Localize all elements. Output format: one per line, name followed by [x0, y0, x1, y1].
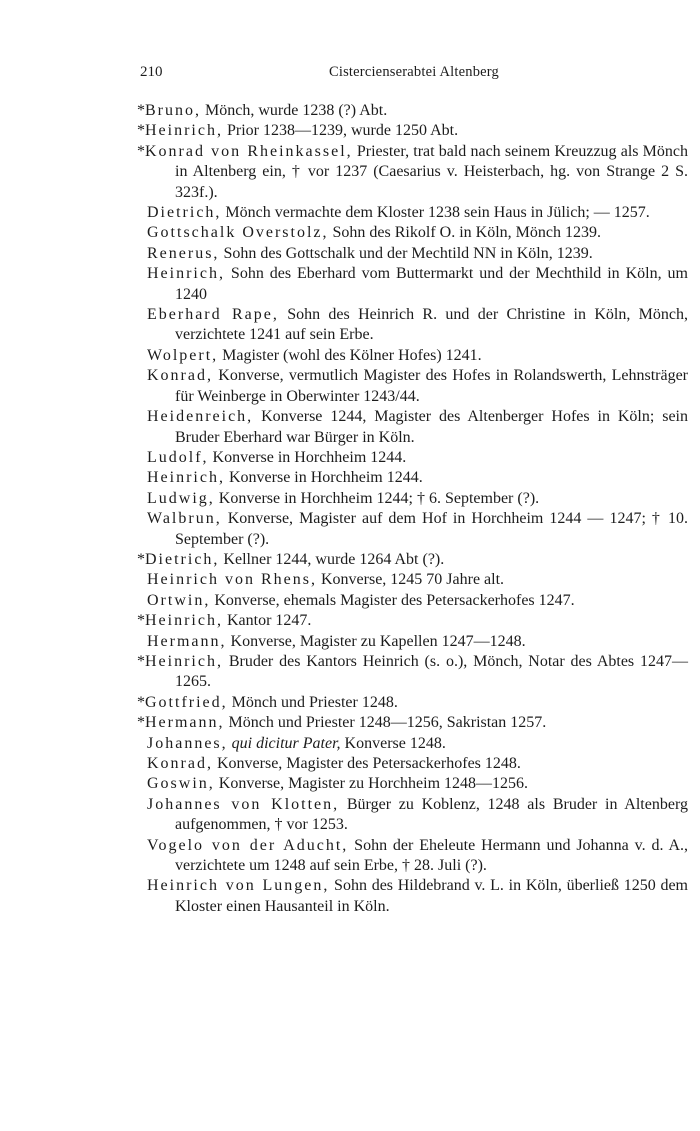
- list-entry: [137, 264, 688, 305]
- entry-epithet: qui dicitur Pater,: [231, 734, 341, 752]
- entry-text-continued: Konverse 1248.: [340, 734, 446, 752]
- list-entry: [137, 611, 688, 631]
- person-name: Heinrich von Lungen,: [147, 877, 330, 895]
- person-name: Ludolf,: [147, 448, 209, 466]
- person-name: Heidenreich,: [147, 408, 254, 426]
- person-name: Goswin,: [147, 775, 215, 793]
- person-name: Heinrich,: [145, 122, 223, 140]
- entry-text: Priester, trat bald nach seinem Kreuzzug als Mönch in Altenberg ein, † vor 1237 (Caesarius v. Heisterbach, hg. von Strange 2 S. 323f.).: [175, 142, 688, 201]
- page-number: 210: [140, 64, 163, 80]
- list-entry: [137, 346, 688, 366]
- person-name: Konrad,: [147, 367, 213, 385]
- abbot-mark: *: [137, 612, 145, 630]
- entry-text: Mönch und Priester 1248.: [227, 693, 398, 711]
- person-name: Ludwig,: [147, 489, 215, 507]
- entry-text: Sohn des Hildebrand v. L. in Köln, überließ 1250 dem Kloster einen Hausanteil in Köln.: [175, 877, 688, 915]
- abbot-mark: *: [137, 550, 145, 568]
- running-title: Cistercienserabtei Altenberg: [328, 64, 499, 80]
- entry-text: Mönch, wurde 1238 (?) Abt.: [201, 102, 388, 119]
- person-name: Johannes,: [147, 734, 228, 752]
- entry-text: Konverse in Horchheim 1244.: [208, 448, 407, 466]
- person-name: Heinrich von Rhens,: [147, 571, 317, 589]
- person-name: Heinrich,: [147, 469, 225, 487]
- abbot-mark: *: [137, 102, 145, 119]
- list-entry: [137, 305, 688, 346]
- list-entry: [137, 632, 688, 652]
- person-name: Walbrun,: [147, 510, 222, 528]
- person-name: Hermann,: [147, 632, 227, 650]
- list-entry: [137, 121, 688, 141]
- list-entry: [137, 223, 688, 243]
- person-name: Gottschalk Overstolz,: [147, 224, 329, 242]
- list-entry: [137, 591, 688, 611]
- list-entry: [137, 468, 688, 488]
- entry-text: Konverse, 1245 70 Jahre alt.: [316, 571, 505, 589]
- person-name: Bruno,: [145, 102, 201, 119]
- abbot-mark: *: [137, 714, 145, 732]
- entry-text: Konverse, Magister zu Horchheim 1248—1256.: [214, 775, 529, 793]
- abbot-mark: *: [137, 693, 145, 711]
- person-name: Dietrich,: [145, 550, 220, 568]
- entry-text: Konverse 1244, Magister des Altenberger Hofes in Köln; sein Bruder Eberhard war Bürger in Köln.: [175, 408, 688, 446]
- person-name: Gottfried,: [145, 693, 228, 711]
- entry-text: Prior 1238—1239, wurde 1250 Abt.: [222, 122, 459, 140]
- list-entry: [137, 713, 688, 733]
- person-name: Johannes von Klotten,: [147, 795, 340, 813]
- person-name: Konrad von Rheinkassel,: [145, 142, 353, 160]
- person-name: Konrad,: [147, 755, 213, 772]
- list-entry: [137, 774, 688, 794]
- list-entry: [137, 366, 688, 407]
- list-entry: [137, 652, 688, 693]
- entry-text: Kellner 1244, wurde 1264 Abt (?).: [219, 550, 445, 568]
- entry-text: Konverse, ehemals Magister des Petersackerhofes 1247.: [210, 591, 575, 609]
- person-name: Eberhard Rape,: [147, 306, 279, 324]
- entry-text: Kantor 1247.: [222, 612, 312, 630]
- list-entry: [137, 142, 688, 203]
- monk-list: [137, 101, 688, 917]
- abbot-mark: *: [137, 142, 145, 160]
- entry-text: Sohn des Rikolf O. in Köln, Mönch 1239.: [328, 224, 601, 242]
- entry-text: Mönch und Priester 1248—1256, Sakristan 1257.: [224, 714, 547, 732]
- list-entry: [137, 836, 688, 877]
- list-entry: [137, 101, 688, 121]
- entry-text: Konverse, Magister auf dem Hof in Horchheim 1244 — 1247; † 10. September (?).: [175, 510, 688, 548]
- entry-text: Konverse, Magister des Petersackerhofes 1248.: [212, 755, 521, 772]
- entry-text: Sohn des Heinrich R. und der Christine in Köln, Mönch, verzichtete 1241 auf sein Erbe.: [175, 306, 688, 344]
- running-header: [140, 64, 688, 86]
- abbot-mark: *: [137, 122, 145, 140]
- person-name: Hermann,: [145, 714, 225, 732]
- list-entry: [137, 244, 688, 264]
- list-entry: [137, 203, 688, 223]
- entry-text: Konverse in Horchheim 1244.: [224, 469, 423, 487]
- entry-text: Sohn des Gottschalk und der Mechtild NN in Köln, 1239.: [219, 244, 593, 262]
- list-entry: [137, 407, 688, 448]
- list-entry: [137, 754, 688, 774]
- person-name: Ortwin,: [147, 591, 211, 609]
- list-entry: [137, 795, 688, 836]
- list-entry: [137, 509, 688, 550]
- entry-text: Mönch vermachte dem Kloster 1238 sein Haus in Jülich; — 1257.: [221, 204, 650, 222]
- entry-text: Konverse in Horchheim 1244; † 6. September (?).: [214, 489, 540, 507]
- person-name: Vogelo von der Aducht,: [147, 836, 349, 854]
- abbot-mark: *: [137, 652, 145, 670]
- list-entry: [137, 876, 688, 917]
- list-entry: [137, 734, 688, 754]
- list-entry: [137, 489, 688, 509]
- person-name: Renerus,: [147, 244, 220, 262]
- list-entry: [137, 693, 688, 713]
- entry-text: Sohn des Eberhard vom Buttermarkt und der Mechthild in Köln, um 1240: [175, 265, 688, 303]
- list-entry: [137, 550, 688, 570]
- entry-text: Sohn der Eheleute Hermann und Johanna v. d. A., verzichtete um 1248 auf sein Erbe, † 28. Juli (?).: [175, 836, 689, 875]
- person-name: Dietrich,: [147, 204, 222, 222]
- person-name: Wolpert,: [147, 346, 219, 364]
- list-entry: [137, 448, 688, 468]
- entry-text: Magister (wohl des Kölner Hofes) 1241.: [218, 346, 482, 364]
- list-entry: [137, 570, 688, 590]
- person-name: Heinrich,: [145, 652, 223, 670]
- entry-text: Konverse, Magister zu Kapellen 1247—1248.: [226, 632, 526, 650]
- person-name: Heinrich,: [147, 265, 225, 283]
- entry-text: Bürger zu Koblenz, 1248 als Bruder in Altenberg aufgenommen, † vor 1253.: [175, 795, 688, 834]
- entry-text: Konverse, vermutlich Magister des Hofes in Rolandswerth, Lehnsträger für Weinberge in Oberwinter 1243/44.: [175, 367, 688, 405]
- person-name: Heinrich,: [145, 612, 223, 630]
- entry-text: Bruder des Kantors Heinrich (s. o.), Mönch, Notar des Abtes 1247—1265.: [175, 652, 688, 691]
